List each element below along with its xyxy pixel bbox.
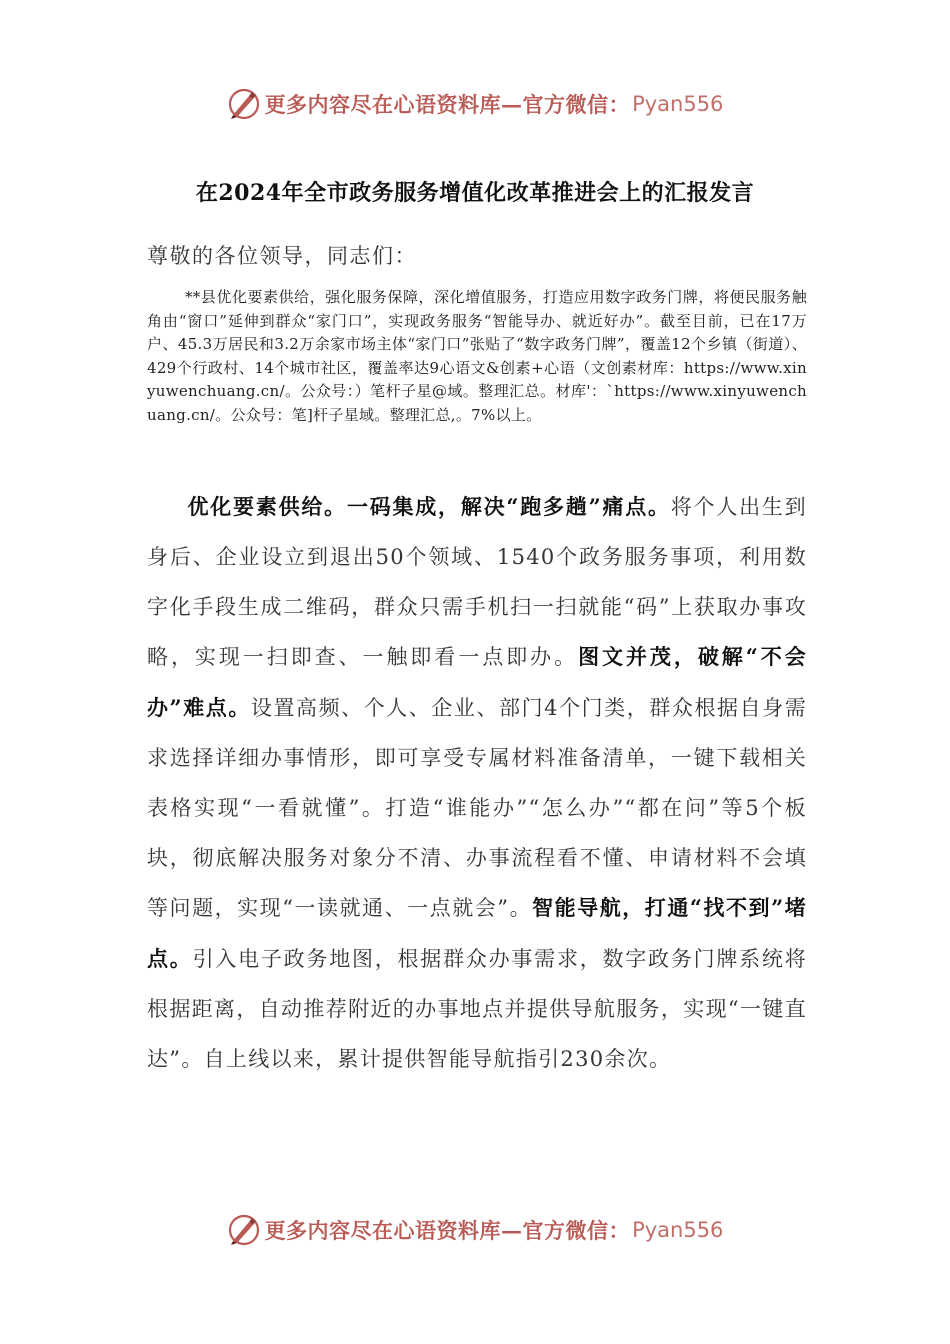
watermark-wechat-id: Pyan556 (632, 1218, 724, 1242)
paragraph-text-1: 将个人出生到身后、企业设立到退出50个领域、1540个政务服务事项，利用数字化手段生成二维码，群众只需手机扫一扫就能“码”上获取办事攻略，实现一扫即查、一触即看一点即办。 (147, 495, 807, 670)
document-title: 在2024年全市政务服务增值化改革推进会上的汇报发言 (195, 180, 755, 206)
salutation: 尊敬的各位领导，同志们： (147, 244, 417, 268)
pen-logo-icon (227, 1213, 261, 1247)
main-paragraph (147, 482, 807, 1085)
watermark-text: 更多内容尽在心语资料库—官方微信： (264, 92, 631, 117)
watermark-text: 更多内容尽在心语资料库—官方微信： (264, 1218, 631, 1243)
paragraph-text-3: 引入电子政务地图，根据群众办事需求，数字政务门牌系统将根据距离，自动推荐附近的办事地点并提供导航服务，实现“一键直达”。自上线以来，累计提供智能导航指引230余次。 (147, 947, 807, 1071)
section-heading: 优化要素供给。 (187, 494, 347, 519)
intro-paragraph (147, 286, 807, 427)
intro-text: **县优化要素供给，强化服务保障，深化增值服务，打造应用数字政务门牌，将便民服务触角由“窗口”延伸到群众“家门口”，实现政务服务“智能导办、就近好办”。截至目前，已在17万户、45.3万居民和3.2万余家市场主体“家门口”张贴了“数字政务门牌”，覆盖12个乡镇（街道）、429个行政村、14个城市社区，覆盖率达9心语文&创素+心语（文创素材库：https://www.xinyuwenchuang.cn/。公众号：）笔杆子星@域。整理汇总。材库'：`https://www.xinyuwenchuang.cn/。公众号：笔]杆子星域。整理汇总,。7%以上。 (147, 288, 807, 424)
pen-logo-icon (227, 87, 261, 121)
footer-watermark (0, 1208, 950, 1252)
subheading-3: 智能导航，打通“找不到”堵点。 (147, 895, 807, 972)
header-watermark (0, 82, 950, 126)
subheading-2: 图文并茂，破解“不会办”难点。 (147, 644, 807, 721)
paragraph-text-2: 设置高频、个人、企业、部门4个门类，群众根据自身需求选择详细办事情形，即可享受专属材料准备清单，一键下载相关表格实现“一看就懂”。打造“谁能办”“怎么办”“都在问”等5个板块，彻底解决服务对象分不清、办事流程看不懂、申请材料不会填等问题，实现“一读就通、一点就会”。 (147, 696, 807, 921)
watermark-wechat-id: Pyan556 (632, 92, 724, 116)
subheading-1: 一码集成，解决“跑多趟”痛点。 (346, 494, 671, 519)
